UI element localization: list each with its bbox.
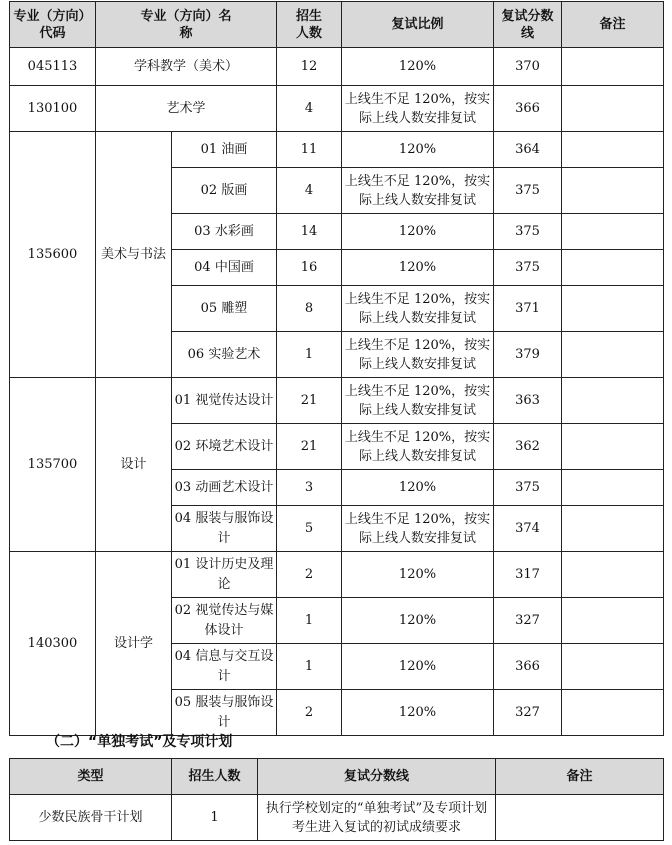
score-cell: 362: [494, 424, 562, 470]
score-cell: 366: [494, 86, 562, 132]
score-cell: 370: [494, 48, 562, 86]
ratio-cell: 120%: [342, 644, 494, 690]
enroll-cell: 4: [277, 86, 342, 132]
ratio-cell: 120%: [342, 48, 494, 86]
enroll-cell: 8: [277, 286, 342, 332]
direction-cell: 02 视觉传达与媒体设计: [172, 598, 277, 644]
enroll-cell: 16: [277, 250, 342, 286]
name-cell: 学科教学（美术）: [96, 48, 277, 86]
code-cell: 130100: [10, 86, 96, 132]
score-cell: 375: [494, 214, 562, 250]
group-140300: [10, 552, 664, 736]
note-cell: [562, 48, 664, 86]
code-cell: 135600: [10, 132, 96, 378]
ratio-cell: 120%: [342, 690, 494, 736]
special-plan-table: [9, 758, 664, 841]
header-name: 专业（方向）名称: [96, 2, 277, 48]
direction-cell: 02 版画: [172, 168, 277, 214]
enroll-cell: 1: [277, 332, 342, 378]
table-row: [10, 86, 664, 132]
note-cell: [496, 795, 664, 841]
enroll-cell: 1: [277, 644, 342, 690]
note-cell: [562, 506, 664, 552]
field-cell: 美术与书法: [96, 132, 172, 378]
direction-cell: 04 中国画: [172, 250, 277, 286]
section-title: （二）“单独考试”及专项计划: [46, 734, 233, 750]
ratio-cell: 上线生不足 120%，按实际上线人数安排复试: [342, 506, 494, 552]
direction-cell: 04 信息与交互设计: [172, 644, 277, 690]
field-cell: 设计: [96, 378, 172, 552]
header-score: 复试分数线: [258, 759, 496, 795]
ratio-cell: 120%: [342, 214, 494, 250]
header-ratio: 复试比例: [342, 2, 494, 48]
note-cell: [562, 644, 664, 690]
score-cell: 374: [494, 506, 562, 552]
direction-cell: 05 雕塑: [172, 286, 277, 332]
ratio-cell: 上线生不足 120%，按实际上线人数安排复试: [342, 168, 494, 214]
header-note: 备注: [562, 2, 664, 48]
table-row: [10, 552, 664, 598]
header-code: 专业（方向）代码: [10, 2, 96, 48]
table-row: [10, 378, 664, 424]
ratio-cell: 120%: [342, 470, 494, 506]
header-type: 类型: [10, 759, 172, 795]
score-cell: 375: [494, 168, 562, 214]
note-cell: [562, 132, 664, 168]
score-cell: 327: [494, 690, 562, 736]
direction-cell: 04 服装与服饰设计: [172, 506, 277, 552]
enroll-cell: 21: [277, 378, 342, 424]
score-cell: 执行学校划定的“单独考试”及专项计划考生进入复试的初试成绩要求: [258, 795, 496, 841]
group-135700: [10, 378, 664, 552]
ratio-cell: 120%: [342, 552, 494, 598]
direction-cell: 01 设计历史及理论: [172, 552, 277, 598]
score-cell: 363: [494, 378, 562, 424]
direction-cell: 03 水彩画: [172, 214, 277, 250]
direction-cell: 01 视觉传达设计: [172, 378, 277, 424]
note-cell: [562, 470, 664, 506]
score-cell: 371: [494, 286, 562, 332]
score-cell: 327: [494, 598, 562, 644]
header-score: 复试分数线: [494, 2, 562, 48]
ratio-cell: 上线生不足 120%，按实际上线人数安排复试: [342, 424, 494, 470]
table-header-row: [10, 2, 664, 48]
table-header-row: [10, 759, 664, 795]
group-135600: [10, 132, 664, 378]
header-enroll: 招生人数: [172, 759, 258, 795]
name-cell: 艺术学: [96, 86, 277, 132]
score-cell: 364: [494, 132, 562, 168]
enroll-cell: 3: [277, 470, 342, 506]
direction-cell: 06 实验艺术: [172, 332, 277, 378]
note-cell: [562, 250, 664, 286]
ratio-cell: 120%: [342, 250, 494, 286]
ratio-cell: 120%: [342, 132, 494, 168]
enroll-cell: 11: [277, 132, 342, 168]
admission-score-table: [9, 1, 664, 736]
direction-cell: 03 动画艺术设计: [172, 470, 277, 506]
score-cell: 317: [494, 552, 562, 598]
note-cell: [562, 378, 664, 424]
note-cell: [562, 552, 664, 598]
enroll-cell: 2: [277, 690, 342, 736]
code-cell: 045113: [10, 48, 96, 86]
note-cell: [562, 690, 664, 736]
field-cell: 设计学: [96, 552, 172, 736]
ratio-cell: 上线生不足 120%，按实际上线人数安排复试: [342, 332, 494, 378]
type-cell: 少数民族骨干计划: [10, 795, 172, 841]
ratio-cell: 上线生不足 120%，按实际上线人数安排复试: [342, 378, 494, 424]
header-enroll: 招生人数: [277, 2, 342, 48]
ratio-cell: 120%: [342, 598, 494, 644]
enroll-cell: 2: [277, 552, 342, 598]
enroll-cell: 21: [277, 424, 342, 470]
note-cell: [562, 598, 664, 644]
direction-cell: 02 环境艺术设计: [172, 424, 277, 470]
table-row: [10, 48, 664, 86]
enroll-cell: 1: [172, 795, 258, 841]
code-cell: 135700: [10, 378, 96, 552]
ratio-cell: 上线生不足 120%，按实际上线人数安排复试: [342, 86, 494, 132]
enroll-cell: 4: [277, 168, 342, 214]
score-cell: 366: [494, 644, 562, 690]
enroll-cell: 14: [277, 214, 342, 250]
direction-cell: 05 服装与服饰设计: [172, 690, 277, 736]
note-cell: [562, 214, 664, 250]
score-cell: 375: [494, 250, 562, 286]
ratio-cell: 上线生不足 120%，按实际上线人数安排复试: [342, 286, 494, 332]
header-note: 备注: [496, 759, 664, 795]
note-cell: [562, 286, 664, 332]
enroll-cell: 12: [277, 48, 342, 86]
note-cell: [562, 332, 664, 378]
note-cell: [562, 424, 664, 470]
table-row: [10, 795, 664, 841]
note-cell: [562, 168, 664, 214]
code-cell: 140300: [10, 552, 96, 736]
enroll-cell: 1: [277, 598, 342, 644]
table-row: [10, 132, 664, 168]
note-cell: [562, 86, 664, 132]
score-cell: 375: [494, 470, 562, 506]
score-cell: 379: [494, 332, 562, 378]
enroll-cell: 5: [277, 506, 342, 552]
direction-cell: 01 油画: [172, 132, 277, 168]
